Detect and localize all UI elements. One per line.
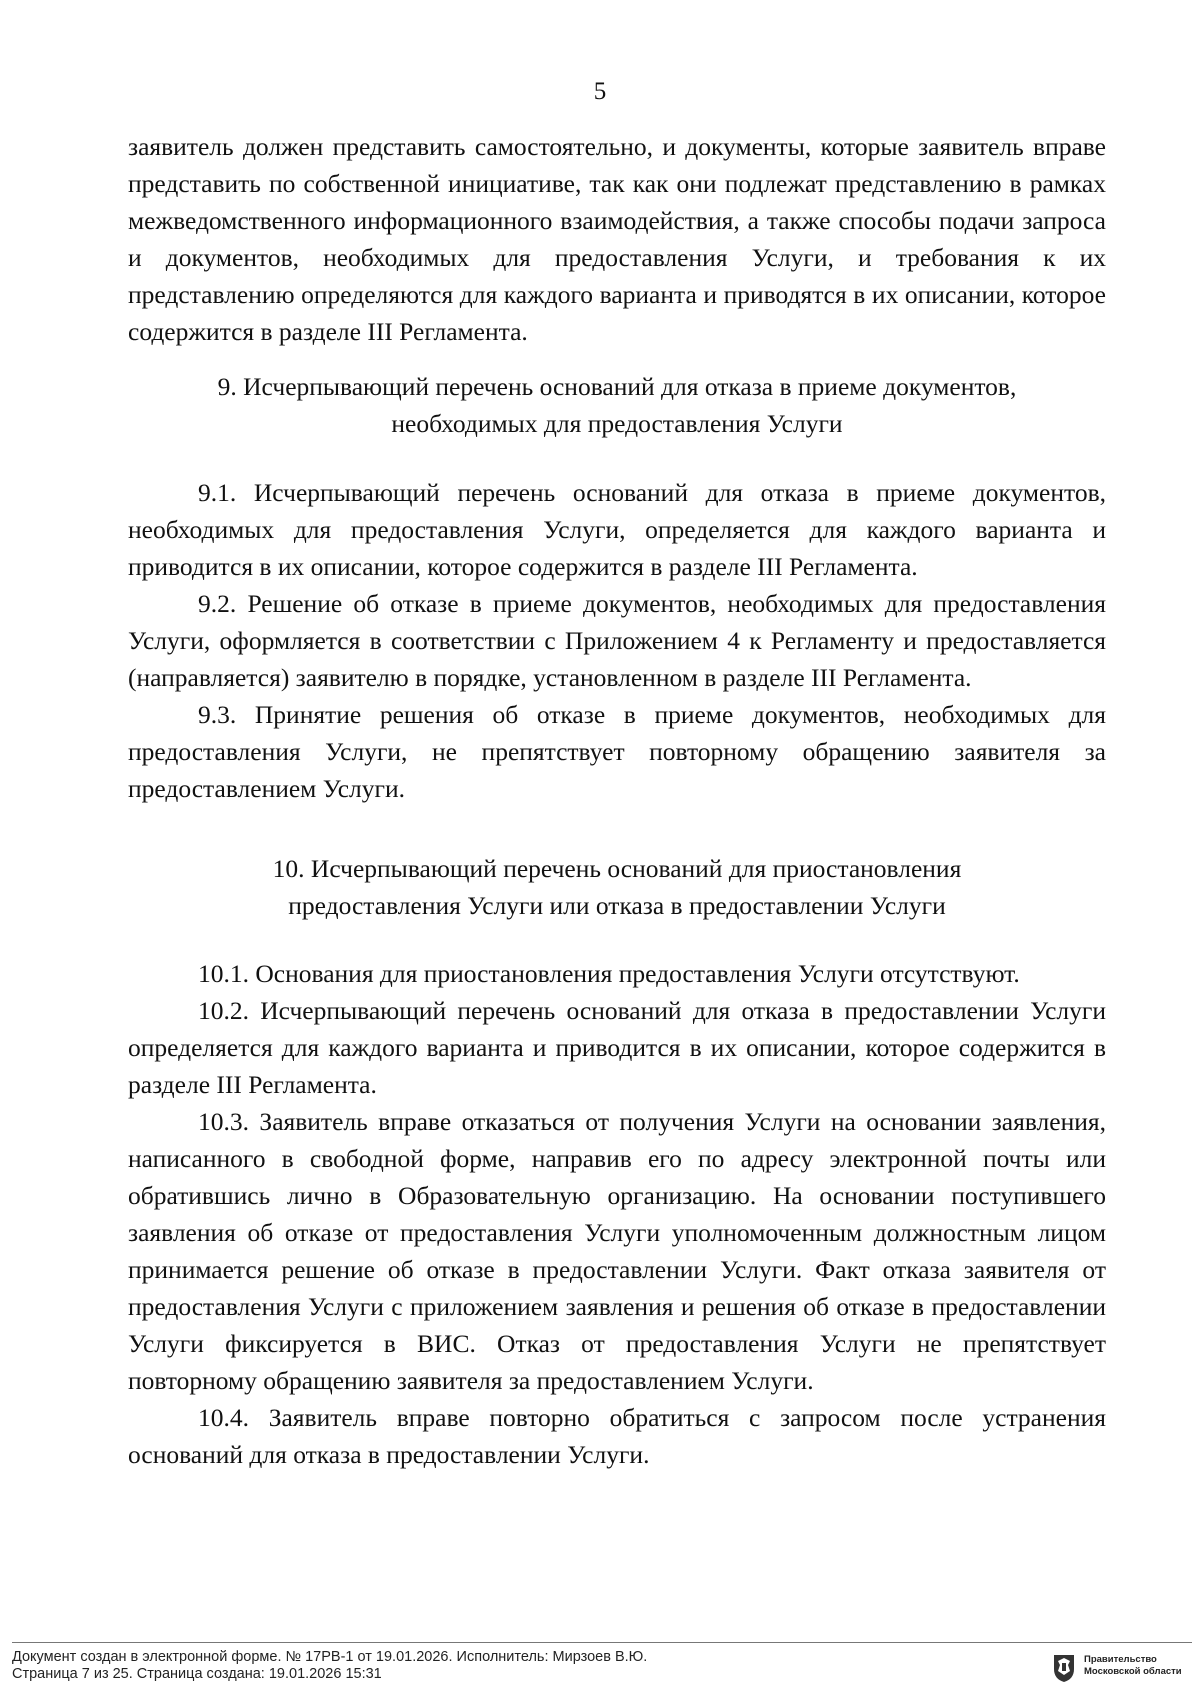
item-9-2: 9.2. Решение об отказе в приеме документов, необходимых для предоставления Услуги, оформляется в соответствии с Приложением 4 к Регламенту и предоставляется (направляется) заявителю в порядке, установленном в разделе III Регламента. (128, 589, 1106, 692)
item-10-2: 10.2. Исчерпывающий перечень оснований для отказа в предоставлении Услуги определяется для каждого варианта и приводится в их описании, которое содержится в разделе III Регламента. (128, 996, 1106, 1099)
item-10-1: 10.1. Основания для приостановления предоставления Услуги отсутствуют. (198, 959, 1020, 988)
section-9-heading-line1: 9. Исчерпывающий перечень оснований для отказа в приеме документов, (217, 372, 1017, 401)
government-logo (1052, 1651, 1192, 1685)
logo-text (1084, 1654, 1182, 1678)
logo-line-2: Московской области (1084, 1666, 1182, 1677)
item-9-3: 9.3. Принятие решения об отказе в приеме документов, необходимых для предоставления Услуги, не препятствует повторному обращению заявителя за предоставлением Услуги. (128, 700, 1106, 803)
section-10-heading-line2: предоставления Услуги или отказа в предоставлении Услуги (288, 891, 946, 920)
intro-paragraph: заявитель должен представить самостоятельно, и документы, которые заявитель вправе представить по собственной инициативе, так как они подлежат представлению в рамках межведомственного информационного взаимодействия, а также способы подачи запроса и документов, необходимых для предоставления Услуги, и требования к их представлению определяются для каждого варианта и приводятся в их описании, которое содержится в разделе III Регламента. (128, 132, 1106, 346)
section-9-items (128, 474, 1106, 807)
section-10 (128, 850, 1106, 924)
item-10-4: 10.4. Заявитель вправе повторно обратиться с запросом после устранения оснований для отказа в предоставлении Услуги. (128, 1403, 1106, 1469)
section-9 (128, 368, 1106, 442)
document-footer (12, 1642, 1192, 1693)
item-9-1: 9.1. Исчерпывающий перечень оснований для отказа в приеме документов, необходимых для предоставления Услуги, определяется для каждого варианта и приводится в их описании, которое содержится в разделе III Регламента. (128, 478, 1106, 581)
section-10-items (128, 955, 1106, 1473)
document-body (128, 128, 1106, 350)
coat-of-arms-icon (1052, 1653, 1076, 1683)
section-9-heading-line2: необходимых для предоставления Услуги (391, 409, 843, 438)
footer-text (12, 1649, 647, 1683)
footer-line-1: Документ создан в электронной форме. № 17РВ-1 от 19.01.2026. Исполнитель: Мирзоев В.Ю. (12, 1649, 648, 1665)
section-10-heading-line1: 10. Исчерпывающий перечень оснований для приостановления (272, 854, 962, 883)
logo-line-1: Правительство (1084, 1654, 1157, 1665)
item-10-3: 10.3. Заявитель вправе отказаться от получения Услуги на основании заявления, написанного в свободной форме, направив его по адресу электронной почты или обратившись лично в Образовательную организацию. На основании поступившего заявления об отказе от предоставления Услуги уполномоченным должностным лицом принимается решение об отказе в предоставлении Услуги. Факт отказа заявителя от предоставления Услуги с приложением заявления и решения об отказе в предоставлении Услуги фиксируется в ВИС. Отказ от предоставления Услуги не препятствует повторному обращению заявителя за предоставлением Услуги. (128, 1107, 1106, 1395)
page-number: 5 (593, 78, 607, 105)
footer-line-2: Страница 7 из 25. Страница создана: 19.01.2026 15:31 (12, 1666, 382, 1682)
